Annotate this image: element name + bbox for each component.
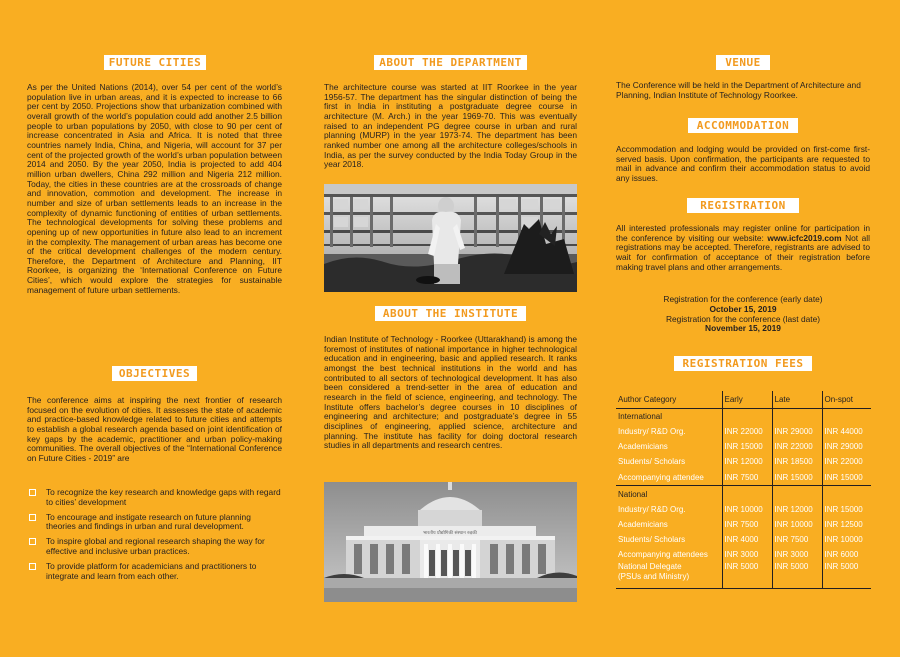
early-date: October 15, 2019	[709, 303, 777, 314]
group-row	[616, 486, 871, 503]
group-row	[616, 409, 871, 425]
early-date-label: Registration for the conference (early date)	[663, 294, 823, 304]
building-inscription: भारतीय प्रौद्योगिकी संस्थान रुड़की	[423, 531, 477, 536]
group-label: National	[618, 489, 648, 499]
objectives-intro: The conference aims at inspiring the next frontier of research focused on the evolution of cities. It assesses the state of academic and practice-based knowledge related to future cities and attempts to establish a global research agenda based on joint identification of key gaps by the academic, practitioner and urban policy-making communities. The overall objectives of the “International Conference on Future Cities - 2019” are	[27, 395, 282, 463]
table-row: Students/ Scholars INR 12000 INR 18500 INR 22000	[616, 454, 871, 469]
col-header: Author Category	[618, 395, 677, 404]
venue-body: The Conference will be held in the Department of Architecture and Planning, Indian Institute of Technology Roorkee.	[616, 80, 861, 100]
objectives-list	[27, 488, 282, 587]
department-atrium-photo	[324, 184, 577, 292]
col-header: On-spot	[822, 391, 871, 409]
square-bullet-icon	[29, 514, 36, 521]
last-date: November 15, 2019	[705, 323, 781, 334]
square-bullet-icon	[29, 538, 36, 545]
accommodation-heading: ACCOMMODATION	[688, 118, 798, 133]
registration-dates	[616, 295, 870, 334]
col-header: Early	[722, 391, 772, 409]
objectives-heading: OBJECTIVES	[112, 366, 197, 381]
department-heading: ABOUT THE DEPARTMENT	[374, 55, 527, 70]
col-header: Late	[772, 391, 822, 409]
table-row: Academicians INR 7500 INR 10000 INR 12500	[616, 517, 871, 532]
table-row: Students/ Scholars INR 4000 INR 7500 INR 10000	[616, 532, 871, 547]
square-bullet-icon	[29, 489, 36, 496]
fees-header-row	[616, 391, 871, 409]
future-cities-body: As per the United Nations (2014), over 54 per cent of the world’s population live in urban areas, and it is expected to increase to 66 per cent by 2050. Projections show that urbanization combined with overall growth of the world’s population could add another 2.5 billion people to urban populations by 2050, with close to 90 per cent of increase concentrated in Asia and Africa. It is noted that three countries namely India, China, and Nigeria, will account for 37 per cent of the projected growth of the world’s urban population between 2014 and 2050. By the year 2050, India is projected to add 404 million urban dwellers, China 292 million and Nigeria 212 million. Today, the cities in these countries are at the crossroads of change and innovation, commotion and development. The increase in number and size of urban settlements leads to an increase in the complexity of dynamic functioning of entities of urban settlements. The technological developments for solving these problems and opening up of new opportunities in future also lead to an increment in the complexity. The management of urban areas has become one of the critical development challenges of the modern century. Therefore, the Department of Architecture and Planning, IIT Roorkee, is organizing the ‘International Conference on Future Cities’, which would explore the strategies for sustainable management of future urban settlements.	[27, 82, 282, 295]
objective-item: To inspire global and regional research shaping the way for effective and inclusive urban practices.	[27, 537, 282, 556]
objective-item: To provide platform for academicians and practitioners to integrate and learn from each other.	[27, 562, 282, 581]
table-row: National Delegate (PSUs and Ministry) INR 5000 INR 5000 INR 5000	[616, 562, 871, 589]
square-bullet-icon	[29, 563, 36, 570]
department-body: The architecture course was started at IIT Roorkee in the year 1956-57. The department has the singular distinction of being the first in India in instituting a postgraduate degree course in architecture (M. Arch.) in the year 1969-70. This was eventually raised to an independent PG degree course in urban and rural planning (MURP) in the year 1973-74. The department has been ranked number one among all the architecture colleges/schools in India, as per the survey conducted by the India Today Group in the year 2018.	[324, 82, 577, 170]
group-label: International	[618, 412, 663, 421]
website-link[interactable]: www.icfc2019.com	[767, 232, 842, 243]
table-row: Industry/ R&D Org. INR 10000 INR 12000 INR 15000	[616, 502, 871, 517]
institute-heading: ABOUT THE INSTITUTE	[375, 306, 526, 321]
table-row: Industry/ R&D Org. INR 22000 INR 29000 INR 44000	[616, 424, 871, 439]
objective-item: To recognize the key research and knowledge gaps with regard to cities’ development	[27, 488, 282, 507]
registration-fees-heading: REGISTRATION FEES	[674, 356, 812, 371]
future-cities-heading: FUTURE CITIES	[104, 55, 206, 70]
institute-building-photo	[324, 482, 577, 602]
table-row: Accompanying attendee INR 7500 INR 15000 INR 15000	[616, 469, 871, 486]
registration-heading: REGISTRATION	[687, 198, 799, 213]
accommodation-body: Accommodation and lodging would be provided on first-come first-served basis. Upon confirmation, the participants are requested to mail in advance and confirm their accommodation status to avoid any issues.	[616, 144, 870, 183]
venue-heading: VENUE	[716, 55, 770, 70]
registration-body: All interested professionals may register online for participation in the conference by visiting our website: www.icfc2019.com Not all registrations may be accepted. Therefore, registrants are advised to wait for confirmation of acceptance of their registration before making travel plans and other arrangements.	[616, 223, 870, 272]
last-date-label: Registration for the conference (last date)	[665, 313, 821, 324]
objective-item: To encourage and instigate research on future planning theories and findings in urban and rural development.	[27, 513, 282, 532]
table-row: Academicians INR 15000 INR 22000 INR 29000	[616, 439, 871, 454]
registration-fees-table	[616, 391, 871, 589]
table-row: Accompanying attendees INR 3000 INR 3000 INR 6000	[616, 547, 871, 562]
institute-body: Indian Institute of Technology - Roorkee (Uttarakhand) is among the foremost of institutes of national importance in higher technological education and in engineering, basic and applied research. It ranks amongst the best technical institutions in the world and has contributed to all sectors of technological development. It has also been considered a trend-setter in the area of education and research in the field of science, engineering, and technology. The Institute offers bachelor’s degree courses in 10 disciplines of engineering and architecture; and postgraduate’s degree in 55 disciplines of engineering, applied science, architecture and planning. The institute has facility for doing doctoral research studies in all departments and research centres.	[324, 334, 577, 451]
